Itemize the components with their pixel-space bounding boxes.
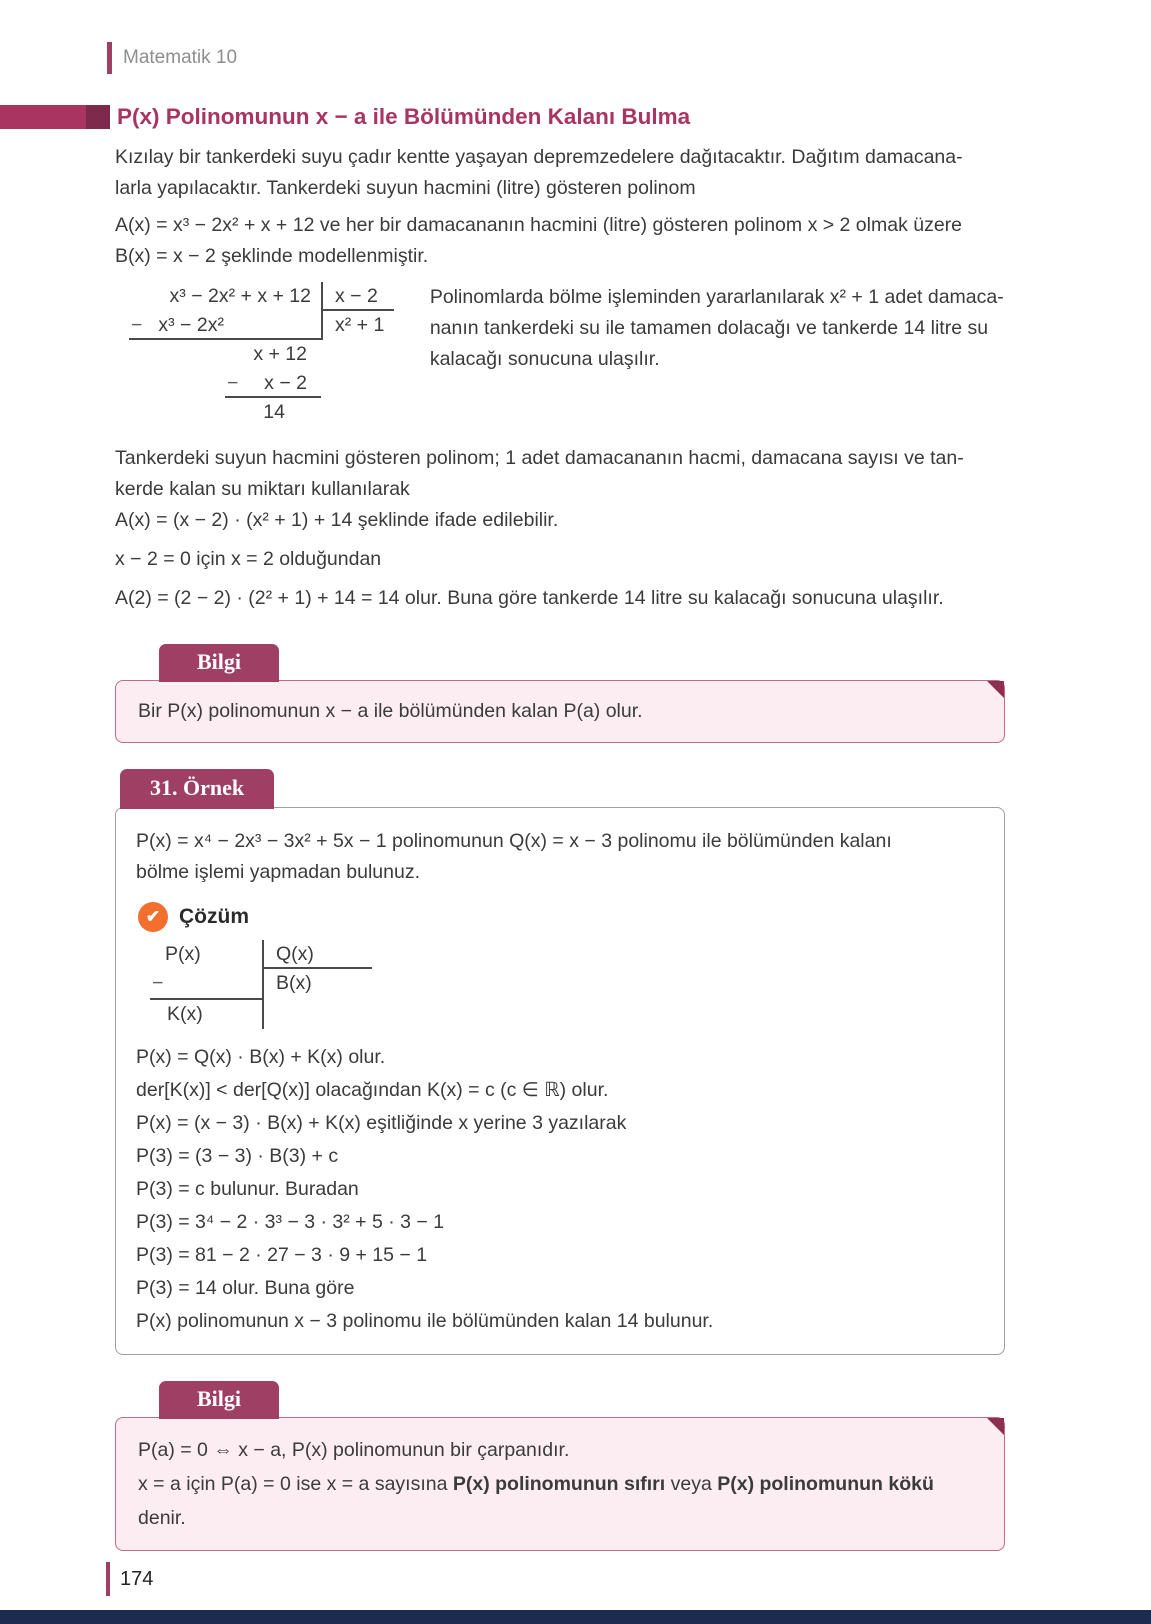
question-line: P(x) = x⁴ − 2x³ − 3x² + 5x − 1 polinomunun Q(x) = x − 3 polinomu ile bölümünden kalanı <box>136 830 892 852</box>
text-line: A(2) = (2 − 2) · (2² + 1) + 14 = 14 olur. Buna göre tankerde 14 litre su kalacağı sonucuna ulaşılır. <box>115 587 944 609</box>
text-line: B(x) = x − 2 şeklinde modellenmiştir. <box>115 245 429 267</box>
solution-step: P(3) = c bulunur. Buradan <box>136 1178 359 1200</box>
text-line: nanın tankerdeki su ile tamamen dolacağı ve tankerde 14 litre su <box>429 317 989 339</box>
footer-accent-bar <box>106 1562 110 1596</box>
subtraction-row-1 <box>129 311 321 340</box>
explanation-paragraph <box>115 443 1005 536</box>
info-box-bilgi-2 <box>115 1381 1005 1551</box>
solution-step: P(x) polinomunun x − 3 polinomu ile bölümünden kalan 14 bulunur. <box>136 1310 714 1332</box>
text-line: Tankerdeki suyun hacmini gösteren polinom; 1 adet damacananın hacmi, damacana sayısı ve tan- <box>115 447 964 469</box>
scheme-left-top <box>150 940 262 1000</box>
scheme-right-column <box>262 940 372 1029</box>
question-line: bölme işlemi yapmadan bulunuz. <box>136 861 420 883</box>
divisor: x − 2 <box>323 282 394 311</box>
bold-term: P(x) polinomunun kökü <box>717 1473 934 1495</box>
minus-sign: − <box>131 314 143 336</box>
quotient-symbol: B(x) <box>276 972 312 994</box>
solution-step: P(x) = (x − 3) · B(x) + K(x) eşitliğinde x yerine 3 yazılarak <box>136 1112 627 1134</box>
page-title: P(x) Polinomunun x − a ile Bölümünden Kalanı Bulma <box>117 104 691 129</box>
text-line: x − 2 = 0 için x = 2 olduğundan <box>115 548 382 570</box>
solution-label: Çözüm <box>179 905 249 928</box>
bilgi-tab: Bilgi <box>159 1381 279 1419</box>
scheme-left-column <box>150 940 262 1029</box>
solution-step: P(x) = Q(x) · B(x) + K(x) olur. <box>136 1046 386 1068</box>
check-icon: ✔ <box>138 902 168 932</box>
bold-term: P(x) polinomunun sıfırı <box>452 1473 666 1495</box>
dividend: x³ − 2x² + x + 12 <box>169 285 311 307</box>
dividend-symbol: P(x) <box>165 943 201 965</box>
book-title: Matematik 10 <box>123 47 238 68</box>
solution-header <box>138 902 982 932</box>
division-scheme <box>150 940 982 1029</box>
subtracted-term: x³ − 2x² <box>158 314 224 336</box>
page-number: 174 <box>120 1567 154 1590</box>
text-line: kalacağı sonucuna ulaşılır. <box>429 348 660 370</box>
minus-sign: − <box>227 372 239 394</box>
division-note <box>430 282 1005 427</box>
division-section <box>115 282 1005 427</box>
text-line: kerde kalan su miktarı kullanılarak <box>115 478 410 500</box>
solution-step: der[K(x)] < der[Q(x)] olacağından K(x) = c (c ∈ ℝ) olur. <box>136 1079 609 1101</box>
example-body <box>115 807 1005 1355</box>
text-line: larla yapılacaktır. Tankerdeki suyun hacmini (litre) gösteren polinom <box>115 177 696 199</box>
polynomial-long-division <box>129 282 394 427</box>
title-accent-bar <box>0 105 110 129</box>
divisor-symbol: Q(x) <box>264 940 372 969</box>
solution-step: P(3) = 81 − 2 · 27 − 3 · 9 + 15 − 1 <box>136 1244 428 1266</box>
minus-sign: − <box>152 972 164 994</box>
text-line: Polinomlarda bölme işleminden yararlanılarak x² + 1 adet damaca- <box>429 286 1004 308</box>
model-paragraph <box>115 210 1005 272</box>
text-fragment: veya <box>665 1473 718 1495</box>
example-tab: 31. Örnek <box>120 769 274 809</box>
bottom-band <box>0 1610 1151 1624</box>
result-line <box>115 583 1005 614</box>
section-title-row <box>0 102 1151 132</box>
text-line: Bir P(x) polinomunun x − a ile bölümünden kalan P(a) olur. <box>138 700 643 722</box>
solution-step: P(3) = 3⁴ − 2 · 3³ − 3 · 3² + 5 · 3 − 1 <box>136 1211 445 1233</box>
text-line <box>138 1467 982 1535</box>
page-header <box>107 42 1003 74</box>
bilgi-body <box>115 1417 1005 1551</box>
quotient: x² + 1 <box>335 314 385 336</box>
example-box-31 <box>115 769 1005 1355</box>
bilgi-tab: Bilgi <box>159 644 279 682</box>
text-fragment: x = a için P(a) = 0 ise x = a sayısına <box>138 1473 453 1495</box>
subtracted-term: x − 2 <box>264 372 307 394</box>
condition-line <box>115 544 1005 575</box>
text-line: Kızılay bir tankerdeki suyu çadır kentte yaşayan depremzedelere dağıtacaktır. Dağıtım damacana- <box>115 146 963 168</box>
text-line: P(a) = 0 ⇔ x − a, P(x) polinomunun bir çarpanıdır. <box>138 1439 570 1461</box>
final-remainder: 14 <box>263 401 285 423</box>
corner-fold-icon <box>987 681 1004 698</box>
solution-step: P(3) = 14 olur. Buna göre <box>136 1277 355 1299</box>
text-line: A(x) = x³ − 2x² + x + 12 ve her bir damacananın hacmini (litre) gösteren polinom x > 2 olmak üzere <box>115 214 963 236</box>
page-footer <box>106 1562 153 1596</box>
bilgi-body <box>115 680 1005 743</box>
division-left-column <box>129 282 321 427</box>
text-fragment: denir. <box>138 1507 186 1529</box>
division-right-column <box>321 282 394 340</box>
info-box-bilgi-1 <box>115 644 1005 743</box>
partial-remainder: x + 12 <box>253 343 307 365</box>
remainder-symbol: K(x) <box>167 1003 203 1025</box>
text-line: A(x) = (x − 2) · (x² + 1) + 14 şeklinde ifade edilebilir. <box>115 509 559 531</box>
header-accent-bar <box>107 42 112 74</box>
solution-step: P(3) = (3 − 3) · B(3) + c <box>136 1145 339 1167</box>
subtraction-row-2 <box>225 369 321 398</box>
corner-fold-icon <box>987 1418 1004 1435</box>
intro-paragraph <box>115 142 1005 204</box>
